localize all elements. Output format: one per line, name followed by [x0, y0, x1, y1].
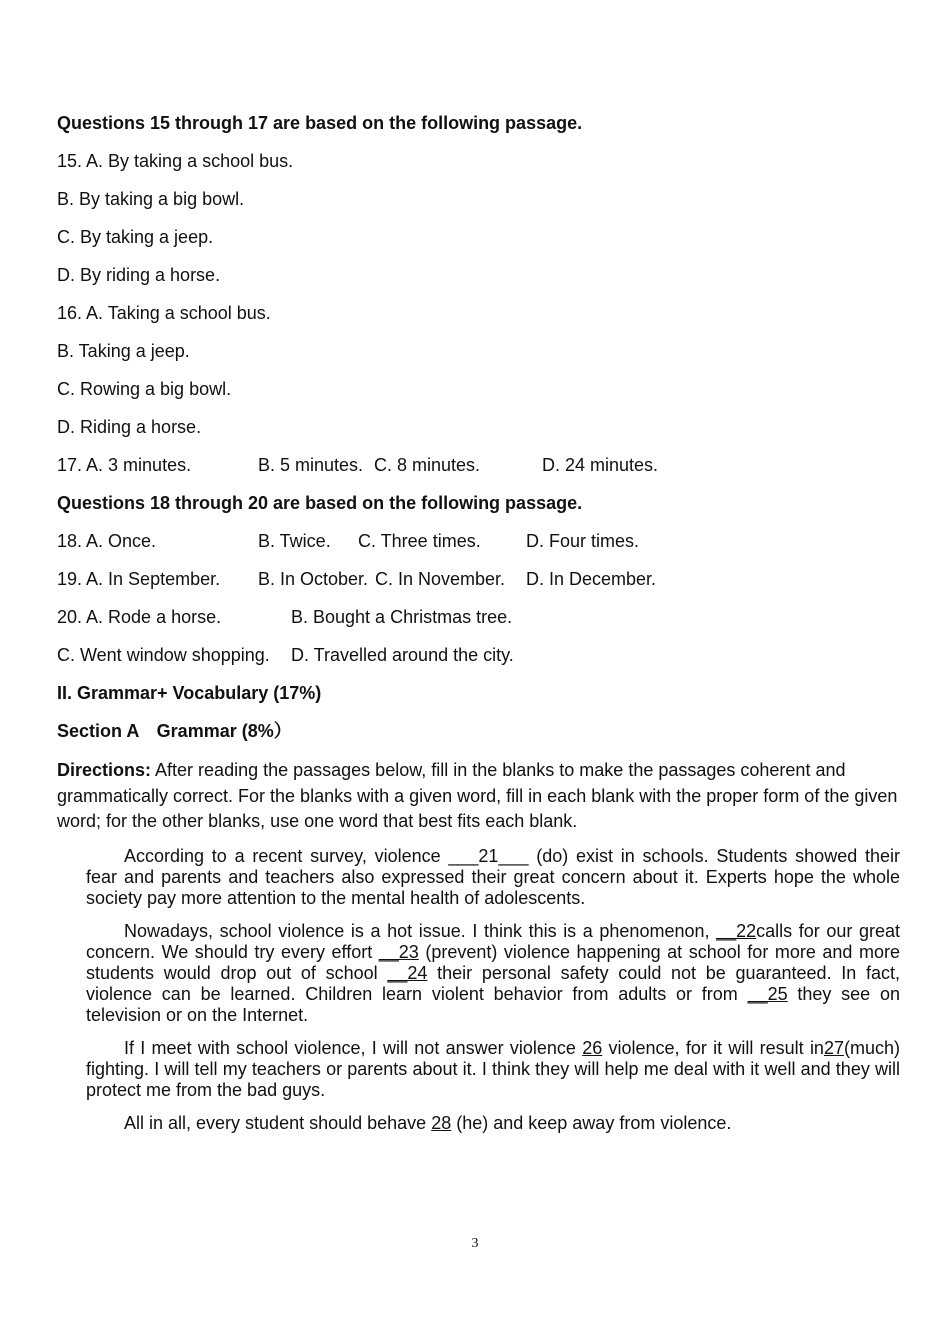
blank-23: __23	[378, 941, 419, 962]
passage-text: violence, for it will result in	[602, 1037, 824, 1058]
passage-paragraph-2	[86, 921, 900, 1026]
q20-option-a: 20. A. Rode a horse.	[57, 607, 222, 627]
part-2-title: II. Grammar+ Vocabulary (17%)	[57, 683, 322, 703]
passage-paragraph-3	[86, 1038, 900, 1101]
blank-28: 28	[431, 1112, 452, 1133]
passage-text: Nowadays, school violence is a hot issue. I think this is a phenomenon,	[124, 920, 717, 941]
passage-text: (much) fighting. I will tell my teachers or parents about it. I think they will help me deal with it well and they will protect me from the bad guys.	[86, 1037, 900, 1100]
passage-paragraph-1	[86, 846, 900, 909]
directions-text: After reading the passages below, fill in the blanks to make the passages coherent and grammatically correct. For the blanks with a given word, fill in each blank with the proper form of the given word; for the other blanks, use one word that best fits each blank.	[57, 760, 898, 831]
passage-text: they see on television or on the Internet.	[86, 983, 900, 1025]
q16-option-c: C. Rowing a big bowl.	[57, 379, 232, 399]
q20-option-d: D. Travelled around the city.	[291, 645, 514, 665]
blank-24: __24	[387, 962, 428, 983]
q18-options	[57, 530, 902, 552]
passage-text: (he) and keep away from violence.	[451, 1112, 732, 1133]
q20-options-ab	[57, 606, 902, 628]
q17-option-b: B. 5 minutes.	[258, 455, 364, 475]
q18-option-d: D. Four times.	[526, 531, 640, 551]
q15-option-a: 15. A. By taking a school bus.	[57, 151, 294, 171]
q19-options	[57, 568, 902, 590]
q18-option-a: 18. A. Once.	[57, 531, 157, 551]
q16-option-b: B. Taking a jeep.	[57, 341, 190, 361]
q16-option-d: D. Riding a horse.	[57, 417, 202, 437]
q16-option-a: 16. A. Taking a school bus.	[57, 303, 271, 323]
passage-text: According to a recent survey, violence	[124, 845, 449, 866]
q20-options-cd	[57, 644, 902, 666]
q18-option-b: B. Twice.	[258, 531, 331, 551]
blank-27: 27	[823, 1037, 844, 1058]
directions-label: Directions:	[57, 760, 152, 780]
q18-option-c: C. Three times.	[358, 531, 481, 551]
passage-text: (prevent) violence happening at school for more and more students would drop out of school	[86, 941, 901, 983]
q17-options	[57, 454, 902, 476]
passage-text: their personal safety could not be guaranteed. In fact, violence can be learned. Children learn violent behavior from adults or from	[86, 962, 900, 1004]
q15-option-b: B. By taking a big bowl.	[57, 189, 245, 209]
q19-option-d: D. In December.	[526, 569, 657, 589]
worksheet-page	[57, 112, 902, 1146]
questions-18-20-heading: Questions 18 through 20 are based on the following passage.	[57, 493, 583, 513]
blank-21: ___21___	[448, 845, 529, 866]
blank-25: __25	[747, 983, 788, 1004]
section-a-title: Section A Grammar (8%）	[57, 721, 292, 741]
q19-option-a: 19. A. In September.	[57, 569, 221, 589]
grammar-passage	[86, 846, 900, 1134]
page-number: 3	[471, 1236, 479, 1251]
passage-text: If I meet with school violence, I will not answer violence	[124, 1037, 583, 1058]
q15-option-d: D. By riding a horse.	[57, 265, 221, 285]
q17-option-a: 17. A. 3 minutes.	[57, 455, 192, 475]
q17-option-d: D. 24 minutes.	[542, 455, 659, 475]
q17-option-c: C. 8 minutes.	[374, 455, 481, 475]
blank-22: __22	[716, 920, 757, 941]
passage-paragraph-4	[86, 1113, 900, 1134]
q20-option-b: B. Bought a Christmas tree.	[291, 607, 513, 627]
q20-option-c: C. Went window shopping.	[57, 645, 270, 665]
q19-option-b: B. In October.	[258, 569, 369, 589]
passage-text: (do) exist in schools. Students showed their fear and parents and teachers also expressed their great concern about it. Experts hope the whole society pay more attention to the mental health of adolescents.	[86, 845, 900, 908]
q19-option-c: C. In November.	[375, 569, 506, 589]
directions-block	[57, 758, 902, 835]
passage-text: All in all, every student should behave	[124, 1112, 432, 1133]
q15-option-c: C. By taking a jeep.	[57, 227, 214, 247]
blank-26: 26	[582, 1037, 603, 1058]
questions-15-17-heading: Questions 15 through 17 are based on the following passage.	[57, 113, 583, 133]
passage-text: calls for our great concern. We should try every effort	[86, 920, 900, 962]
